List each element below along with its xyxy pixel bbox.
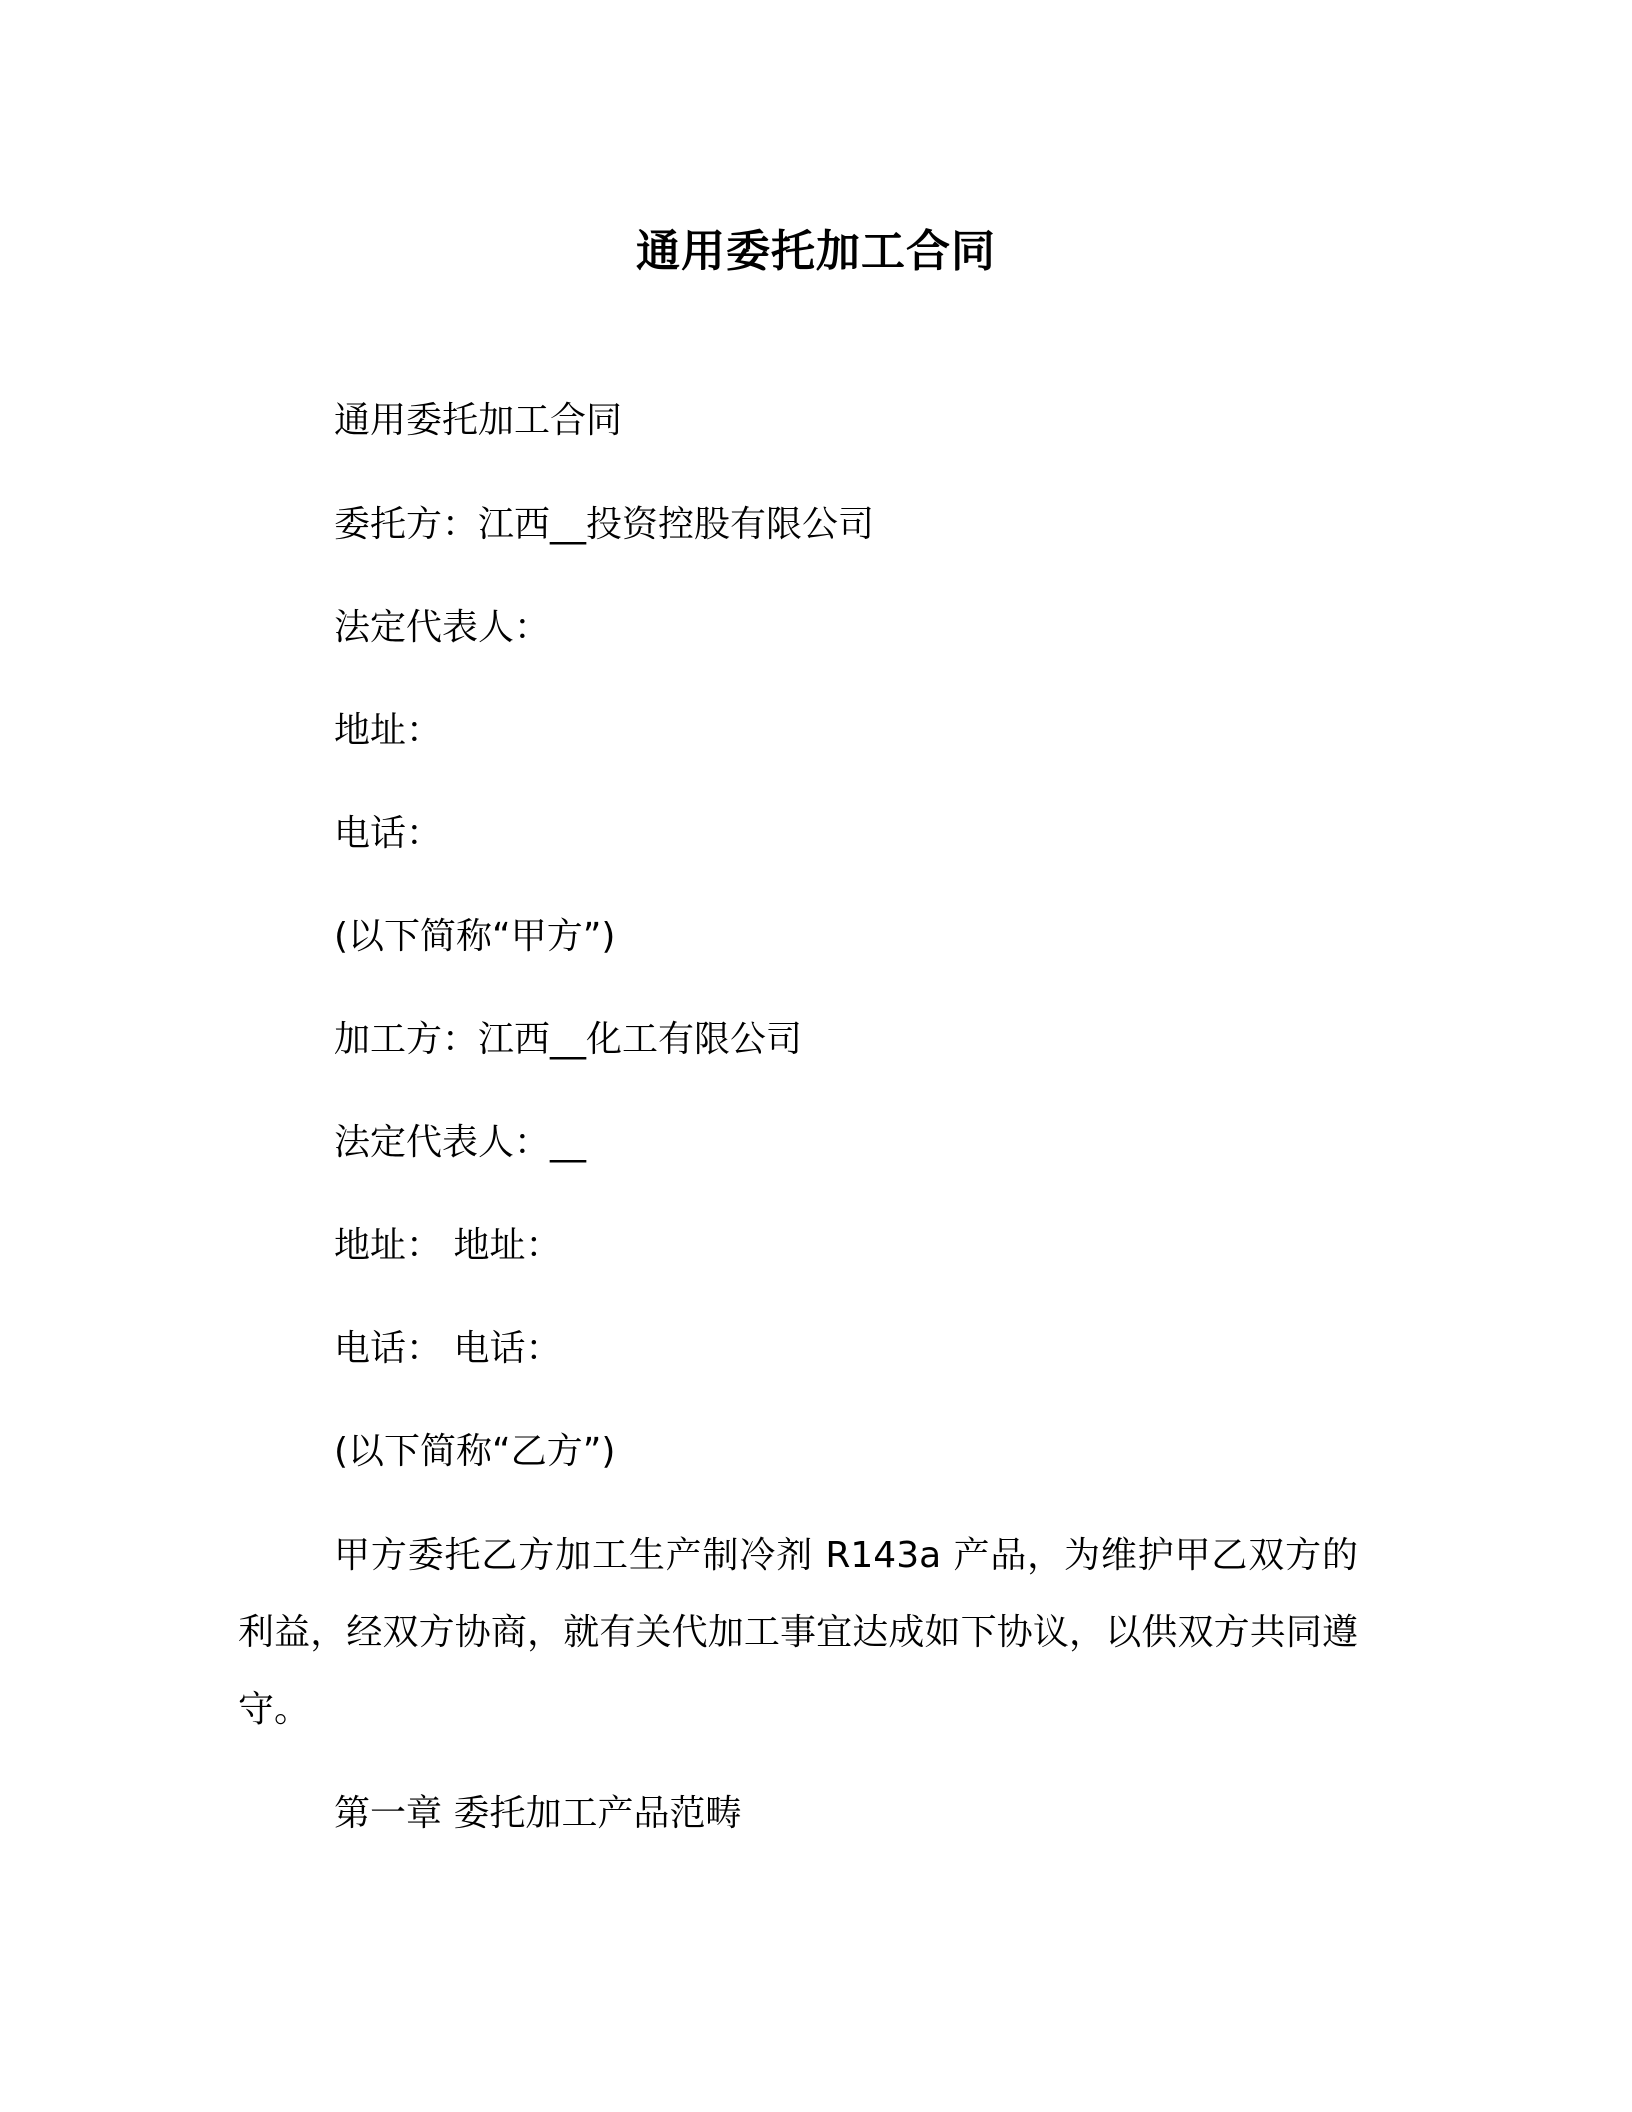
- client-address-line: 地址：: [334, 710, 443, 751]
- client-legal-rep-line: 法定代表人：: [334, 607, 551, 648]
- client-party-line: 委托方：江西__投资控股有限公司: [334, 504, 875, 545]
- chapter-heading: 第一章 委托加工产品范畴: [334, 1793, 742, 1834]
- document-title: 通用委托加工合同: [636, 226, 996, 277]
- party-b-abbreviation-line: (以下简称“乙方”): [334, 1431, 616, 1472]
- agreement-intro-paragraph: 甲方委托乙方加工生产制冷剂 R143a 产品，为维护甲乙双方的利益，经双方协商，就有关代加工事宜达成如下协议，以供双方共同遵守。: [238, 1535, 1358, 1730]
- processor-phone-line: 电话： 电话：: [334, 1328, 562, 1369]
- contract-name-line: 通用委托加工合同: [334, 400, 623, 441]
- client-phone-line: 电话：: [334, 813, 443, 854]
- processor-party-line: 加工方：江西__化工有限公司: [334, 1019, 803, 1060]
- processor-address-line: 地址： 地址：: [334, 1225, 562, 1266]
- processor-legal-rep-line: 法定代表人：__: [334, 1122, 587, 1163]
- party-a-abbreviation-line: (以下简称“甲方”): [334, 916, 616, 957]
